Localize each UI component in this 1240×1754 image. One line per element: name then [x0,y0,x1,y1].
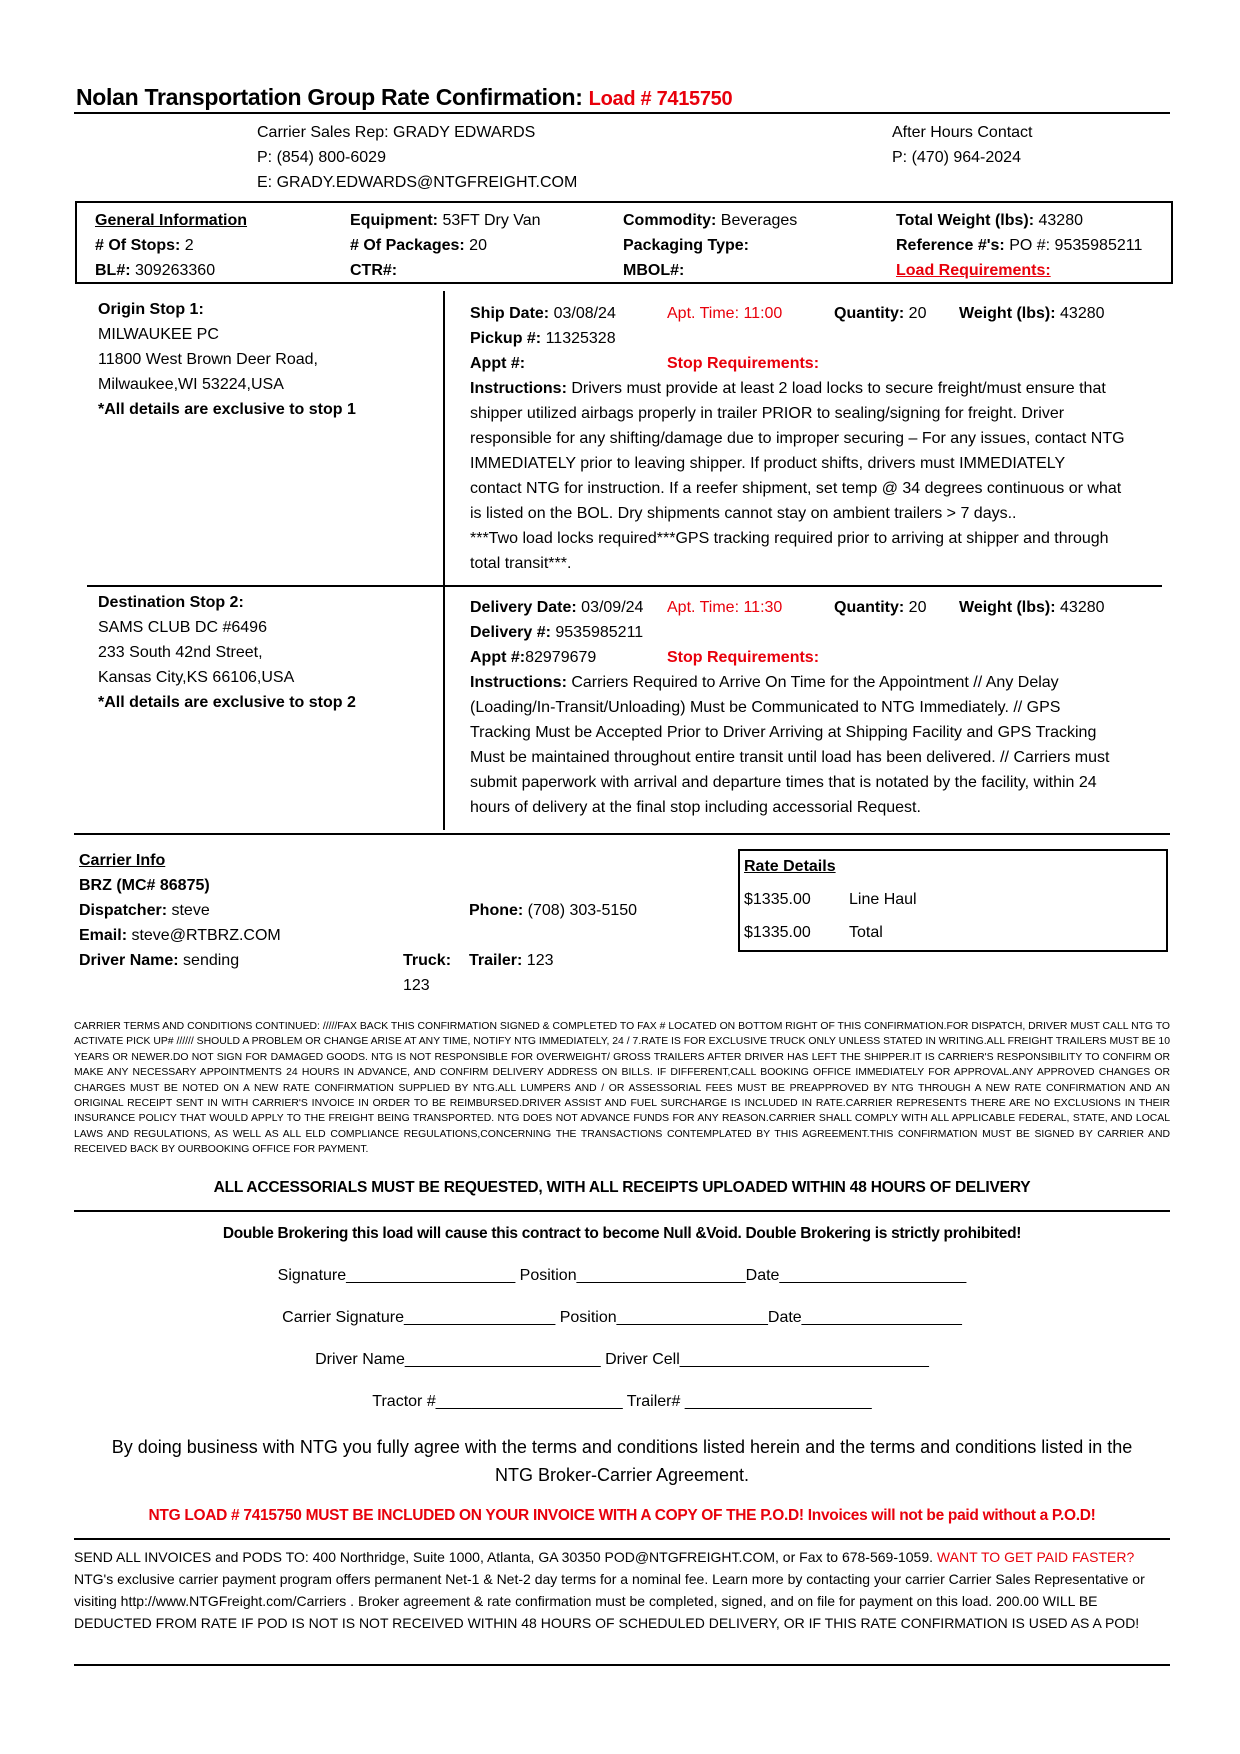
footer-part2: NTG's exclusive carrier payment program offers permanent Net-1 & Net-2 day terms for a nominal fee. Learn more by contacting your carrier Carrier Sales Representative or visiting http://www.NTGFreight.com/Carriers . Broker agreement & rate confirmation must be completed, signed, and on file for payment on this load. 200.00 WILL BE DEDUCTED FROM RATE IF POD IS NOT IS NOT RECEIVED WITHIN 48 HOURS OF SCHEDULED DELIVERY, OR IF THIS RATE CONFIRMATION IS USED AS A POD! [74,1571,1145,1631]
origin-quantity-label: Quantity: [834,305,905,322]
stops-value: 2 [180,237,194,254]
invoice-notice: NTG LOAD # 7415750 MUST BE INCLUDED ON YOUR INVOICE WITH A COPY OF THE P.O.D! Invoices will not be paid without a P.O.D! [148,1507,1096,1524]
sales-rep-block [257,120,577,195]
origin-weight-value: 43280 [1055,305,1105,322]
origin-quantity-value: 20 [904,305,927,322]
origin-stop-exclusive: *All details are exclusive to stop 1 [98,401,356,418]
driver-name-value: sending [178,952,240,969]
title-divider [74,112,1170,114]
destination-instructions-line: submit paperwork with arrival and departure times that is notated by the facility, within 24 [470,774,1097,791]
footer-promo: WANT TO GET PAID FASTER? [936,1549,1135,1565]
carrier-phone-value: (708) 303-5150 [523,902,638,919]
dispatcher [79,898,210,923]
bl-label: BL#: [95,262,131,279]
page-title [76,84,732,111]
origin-stop-requirements: Stop Requirements: [667,355,820,372]
delivery-number-value: 9535985211 [550,624,644,641]
origin-weight [959,301,1105,326]
invoice-divider [74,1538,1170,1540]
destination-quantity [834,595,926,620]
delivery-date-label: Delivery Date: [470,599,577,616]
after-hours-phone: P: (470) 964-2024 [892,149,1021,166]
reference-label: Reference #'s: [896,237,1005,254]
stops-label: # Of Stops: [95,237,181,254]
mbol-label: MBOL#: [623,262,685,279]
destination-appt-label: Appt #: [470,649,526,666]
agreement-text [74,1433,1170,1489]
after-hours-block [892,120,1033,170]
carrier-phone [469,898,637,923]
destination-stop-address1: 233 South 42nd Street, [98,644,263,661]
trailer-label: Trailer: [469,952,523,969]
driver-line[interactable]: Driver Name______________________ Driver Cell____________________________ [315,1351,929,1368]
total-weight-value: 43280 [1034,212,1083,229]
origin-appt [470,351,525,376]
signature-line[interactable]: Signature___________________ Position___________________Date_____________________ [277,1267,967,1284]
rate-amount: $1335.00 [744,924,811,941]
destination-stop-name: SAMS CLUB DC #6496 [98,619,267,636]
destination-stop [98,590,438,715]
origin-stop [98,297,438,422]
after-hours-label: After Hours Contact [892,124,1033,141]
footer-part1: SEND ALL INVOICES and PODS TO: 400 Northridge, Suite 1000, Atlanta, GA 30350 POD@NTGFREIGHT.COM, or Fax to 678-569-1059. [74,1549,937,1565]
truck-label: Truck: [403,952,452,969]
destination-instructions-line: Instructions: Carriers Required to Arrive On Time for the Appointment // Any Delay [470,674,1059,691]
bl-value: 309263360 [130,262,216,279]
origin-stop-details [470,301,1170,576]
carrier-email [79,923,281,948]
destination-weight [959,595,1105,620]
packaging-type-label: Packaging Type: [623,237,749,254]
origin-instructions-line: shipper utilized airbags properly in trailer PRIOR to sealing/signing for freight. Driver [470,405,1065,422]
origin-instructions-line: IMMEDIATELY prior to leaving shipper. If product shifts, drivers must IMMEDIATELY [470,455,1066,472]
delivery-number [470,620,643,645]
dispatcher-label: Dispatcher: [79,902,168,919]
carrier-name: BRZ (MC# 86875) [79,877,210,894]
load-requirements-link[interactable]: Load Requirements: [896,262,1051,279]
origin-stop-heading: Origin Stop 1: [98,301,204,318]
stops-count [95,233,194,258]
title-text: Nolan Transportation Group Rate Confirmation: [76,84,583,110]
trailer [469,948,554,973]
destination-weight-value: 43280 [1055,599,1105,616]
reference-numbers [896,233,1142,258]
destination-quantity-label: Quantity: [834,599,905,616]
carrier-signature-line[interactable]: Carrier Signature_________________ Position_________________Date__________________ [282,1309,962,1326]
destination-instructions-line: (Loading/In-Transit/Unloading) Must be Communicated to NTG Immediately. // GPS [470,699,1061,716]
delivery-date-value: 03/09/24 [576,599,644,616]
accessorials-divider [74,1210,1170,1212]
trailer-value: 123 [522,952,554,969]
pickup-number-label: Pickup #: [470,330,542,347]
pickup-number [470,326,616,351]
double-brokering-notice: Double Brokering this load will cause this contract to become Null &Void. Double Brokering is strictly prohibited! [222,1225,1022,1242]
packages-count [350,233,487,258]
destination-appt [470,645,596,670]
dispatcher-value: steve [167,902,210,919]
load-number: Load # 7415750 [588,88,733,110]
destination-instructions-label: Instructions: [470,674,567,691]
destination-stop-requirements: Stop Requirements: [667,649,820,666]
driver-name [79,948,239,973]
stops-divider [443,291,445,830]
origin-instructions-line: Instructions: Drivers must provide at least 2 load locks to secure freight/must ensure that [470,380,1106,397]
carrier-info [79,848,679,998]
agreement-line: NTG Broker-Carrier Agreement. [494,1465,750,1485]
origin-instructions-line: ***Two load locks required***GPS tracking required prior to arriving at shipper and through [470,530,1109,547]
packages-label: # Of Packages: [350,237,465,254]
ship-date [470,301,616,326]
accessorials-notice: ALL ACCESSORIALS MUST BE REQUESTED, WITH ALL RECEIPTS UPLOADED WITHIN 48 HOURS OF DELIVERY [213,1179,1031,1196]
destination-appt-value: 82979679 [525,649,597,666]
carrier-email-label: Email: [79,927,128,944]
footer-text [74,1546,1170,1634]
tractor-trailer-line[interactable]: Tractor #_____________________ Trailer# _____________________ [372,1393,872,1410]
pickup-number-value: 11325328 [541,330,616,347]
sales-rep: Carrier Sales Rep: GRADY EDWARDS [257,124,536,141]
delivery-date [470,595,643,620]
truck-value: 123 [403,977,430,994]
driver-name-label: Driver Name: [79,952,179,969]
rate-description: Total [849,924,883,941]
carrier-divider [74,833,1170,835]
ctr-label: CTR#: [350,262,398,279]
ship-date-value: 03/08/24 [549,305,616,322]
origin-instructions-line: total transit***. [470,555,572,572]
origin-stop-name: MILWAUKEE PC [98,326,219,343]
destination-stop-exclusive: *All details are exclusive to stop 2 [98,694,356,711]
total-weight-label: Total Weight (lbs): [896,212,1035,229]
ship-date-label: Ship Date: [470,305,550,322]
stop-separator [87,585,1162,587]
carrier-info-heading: Carrier Info [79,852,166,869]
destination-instructions-line: Must be maintained throughout entire transit until load has been delivered. // Carriers must [470,749,1110,766]
carrier-phone-label: Phone: [469,902,524,919]
origin-quantity [834,301,926,326]
origin-instructions-line: contact NTG for instruction. If a reefer shipment, set temp @ 34 degrees continuous or what [470,480,1122,497]
destination-instructions-line: Tracking Must be Accepted Prior to Driver Arriving at Shipping Facility and GPS Tracking [470,724,1097,741]
packages-value: 20 [464,237,487,254]
bl-number [95,258,215,283]
footer-divider [74,1664,1170,1666]
origin-instructions [470,376,1170,576]
origin-instructions-line: is listed on the BOL. Dry shipments cannot stay on ambient trailers > 7 days.. [470,505,1017,522]
delivery-number-label: Delivery #: [470,624,551,641]
destination-instructions-line: hours of delivery at the final stop including accessorial Request. [470,799,921,816]
destination-stop-address2: Kansas City,KS 66106,USA [98,669,295,686]
destination-stop-details [470,595,1170,825]
origin-instructions-label: Instructions: [470,380,567,397]
rate-row [744,920,1144,953]
commodity [623,208,797,233]
equipment-value: 53FT Dry Van [438,212,541,229]
rate-details [744,854,1144,953]
carrier-terms: CARRIER TERMS AND CONDITIONS CONTINUED: /////FAX BACK THIS CONFIRMATION SIGNED & COMPLETED TO FAX # LOCATED ON BOTTOM RIGHT OF THIS CONFIRMATION.FOR DISPATCH, DRIVER MUST CALL NTG TO ACTIVATE PICK UP# ////// SHOULD A PROBLEM OR CHANGE ARISE AT ANY TIME, NOTIFY NTG IMMEDIATELY, 24 / 7.RATE IS FOR EXCLUSIVE TRUCK ONLY UNLESS STATED IN WRITING.ALL FREIGHT TRAILERS MUST BE 10 YEARS OR NEWER.DO NOT SIGN FOR DAMAGED GOODS. NTG IS NOT RESPONSIBLE FOR OVERWEIGHT/ GROSS TRAILERS AFTER DRIVER HAS LEFT THE SHIPPER.IT IS CARRIER'S RESPONSIBILITY TO CONFIRM OR MAKE ANY NECESSARY APPOINTMENTS 24 HOURS IN ADVANCE, AND CONFIRM DELIVERY ADDRESS ON BILLS. IF DIFFERENT,CALL BOOKING OFFICE IMMEDIATELY FOR APPROVAL.ANY APPROVED CHANGES OR CHARGES MUST BE NOTED ON A NEW RATE CONFIRMATION SUPPLIED BY NTG.ALL LUMPERS AND / OR ASSESSORIAL FEES MUST BE PREAPPROVED BY NTG THROUGH A NEW RATE CONFIRMATION AND AN ORIGINAL RECEIPT SENT IN WITH CARRIER'S INVOICE IN ORDER TO BE REIMBURSED.DRIVER ASSIST AND FUEL SURCHARGE IS INCLUDED IN RATE.CARRIER REPRESENTS THERE ARE NO EXCLUSIONS IN THEIR INSURANCE POLICY THAT WOULD APPLY TO THE FREIGHT BEING TRANSPORTED. NTG DOES NOT ADVANCE FUNDS FOR ANY REASON.CARRIER SHALL COMPLY WITH ALL APPLICABLE FEDERAL, STATE, AND LOCAL LAWS AND REGULATIONS, AS WELL AS ALL ELD COMPLIANCE REGULATIONS,CONCERNING THE TRANSACTIONS CONTEMPLATED BY THIS AGREEMENT.THIS CONFIRMATION MUST BE SIGNED BY CARRIER AND RECEIVED BACK BY OURBOOKING OFFICE FOR PAYMENT. [74,1021,1170,1156]
equipment [350,208,541,233]
equipment-label: Equipment: [350,212,438,229]
rate-details-heading: Rate Details [744,858,836,875]
carrier-email-value: steve@RTBRZ.COM [127,927,281,944]
sales-rep-email: E: GRADY.EDWARDS@NTGFREIGHT.COM [257,174,578,191]
origin-weight-label: Weight (lbs): [959,305,1056,322]
rate-amount: $1335.00 [744,891,811,908]
origin-appt-label: Appt #: [470,355,526,372]
rate-description: Line Haul [849,891,917,908]
agreement-line: By doing business with NTG you fully agree with the terms and conditions listed herein and the terms and conditions listed in the [111,1437,1133,1457]
rate-row [744,887,1144,920]
truck [403,948,451,998]
origin-stop-address1: 11800 West Brown Deer Road, [98,351,318,368]
destination-stop-heading: Destination Stop 2: [98,594,244,611]
destination-quantity-value: 20 [904,599,927,616]
general-info-heading: General Information [95,212,248,229]
commodity-value: Beverages [716,212,798,229]
total-weight [896,208,1083,233]
origin-apt-time: Apt. Time: 11:00 [667,305,783,322]
reference-value: PO #: 9535985211 [1004,237,1143,254]
commodity-label: Commodity: [623,212,717,229]
origin-stop-address2: Milwaukee,WI 53224,USA [98,376,284,393]
origin-instructions-line: responsible for any shifting/damage due to improper securing – For any issues, contact NTG [470,430,1125,447]
sales-rep-phone: P: (854) 800-6029 [257,149,386,166]
destination-apt-time: Apt. Time: 11:30 [667,599,783,616]
destination-weight-label: Weight (lbs): [959,599,1056,616]
destination-instructions [470,670,1170,820]
